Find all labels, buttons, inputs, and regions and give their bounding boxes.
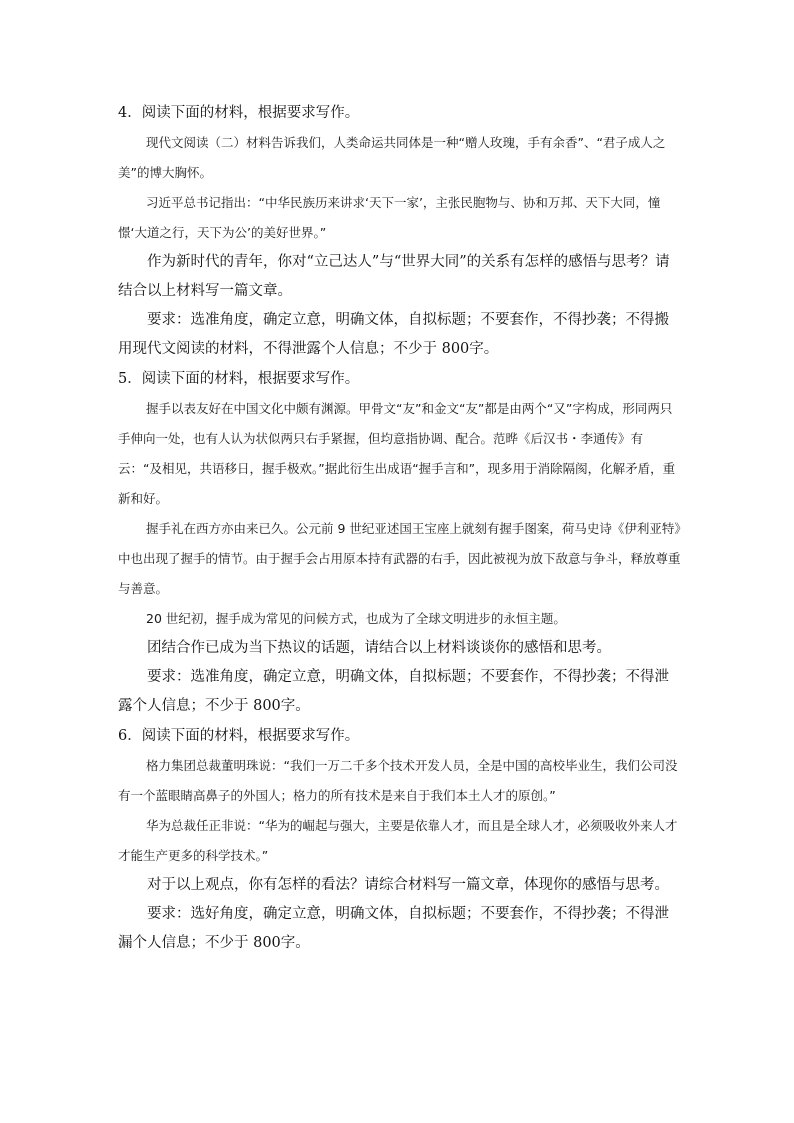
question-4-material-2: 习近平总书记指出：“中华民族历来讲求‘天下一家’，主张民胞物与、协和万邦、天下大同，憧憬‘大道之行，天下为公’的美好世界。” (118, 195, 661, 240)
question-6-material-1: 格力集团总裁董明珠说：“我们一万二千多个技术开发人员，全是中国的高校毕业生，我们公司没有一个蓝眼睛高鼻子的外国人；格力的所有技术是来自于我们本土人才的原创。” (118, 758, 678, 803)
question-4-requirement: 要求：选准角度，确定立意，明确文体，自拟标题；不要套作，不得抄袭；不得搬用现代文阅读的材料，不得泄露个人信息；不少于 800字。 (118, 312, 669, 357)
question-5-title: 5．阅读下面的材料，根据要求写作。 (118, 371, 360, 387)
question-5-material-1: 握手以表友好在中国文化中颇有渊源。甲骨文“友”和金文“友”都是由两个“又”字构成，形同两只手伸向一处，也有人认为状似两只右手紧握，但均意指协调、配合。范晔《后汉书・李通传》有云：“及相见，共语移日，握手极欢。”据此衍生出成语“握手言和”，现多用于消除隔阂，化解矛盾，重新和好。 (118, 401, 676, 506)
question-4-material-1: 现代文阅读（二）材料告诉我们，人类命运共同体是一种“赠人玫瑰，手有余香”、“君子成人之美”的博大胸怀。 (118, 135, 666, 180)
question-5-material-2: 握手礼在西方亦由来已久。公元前 9 世纪亚述国王宝座上就刻有握手图案，荷马史诗《伊利亚特》中也出现了握手的情节。由于握手会占用原本持有武器的右手，因此被视为放下敌意与争斗，释放尊重与善意。 (118, 521, 681, 596)
question-4-title: 4．阅读下面的材料，根据要求写作。 (118, 105, 360, 121)
page-content (118, 98, 682, 958)
question-5-task: 团结合作已成为当下热议的话题，请结合以上材料谈谈你的感悟和思考。 (147, 640, 611, 656)
question-6-title: 6．阅读下面的材料，根据要求写作。 (118, 728, 360, 744)
question-6-task: 对于以上观点，你有怎样的看法？请综合材料写一篇文章，体现你的感悟与思考。 (147, 877, 669, 893)
question-6-requirement: 要求：选好角度，确定立意，明确文体，自拟标题；不要套作，不得抄袭；不得泄漏个人信息；不少于 800字。 (118, 906, 669, 951)
question-6-material-2: 华为总裁任正非说：“华为的崛起与强大，主要是依靠人才，而且是全球人才，必须吸收外来人才才能生产更多的科学技术。” (118, 818, 678, 863)
question-4-task: 作为新时代的青年，你对“立己达人”与“世界大同”的关系有怎样的感悟与思考？请结合以上材料写一篇文章。 (118, 254, 670, 299)
question-5-requirement: 要求：选准角度，确定立意，明确文体，自拟标题；不要套作，不得抄袭；不得泄露个人信息；不少于 800字。 (118, 669, 669, 714)
question-5-material-3: 20 世纪初，握手成为常见的问候方式，也成为了全球文明进步的永恒主题。 (146, 611, 566, 626)
